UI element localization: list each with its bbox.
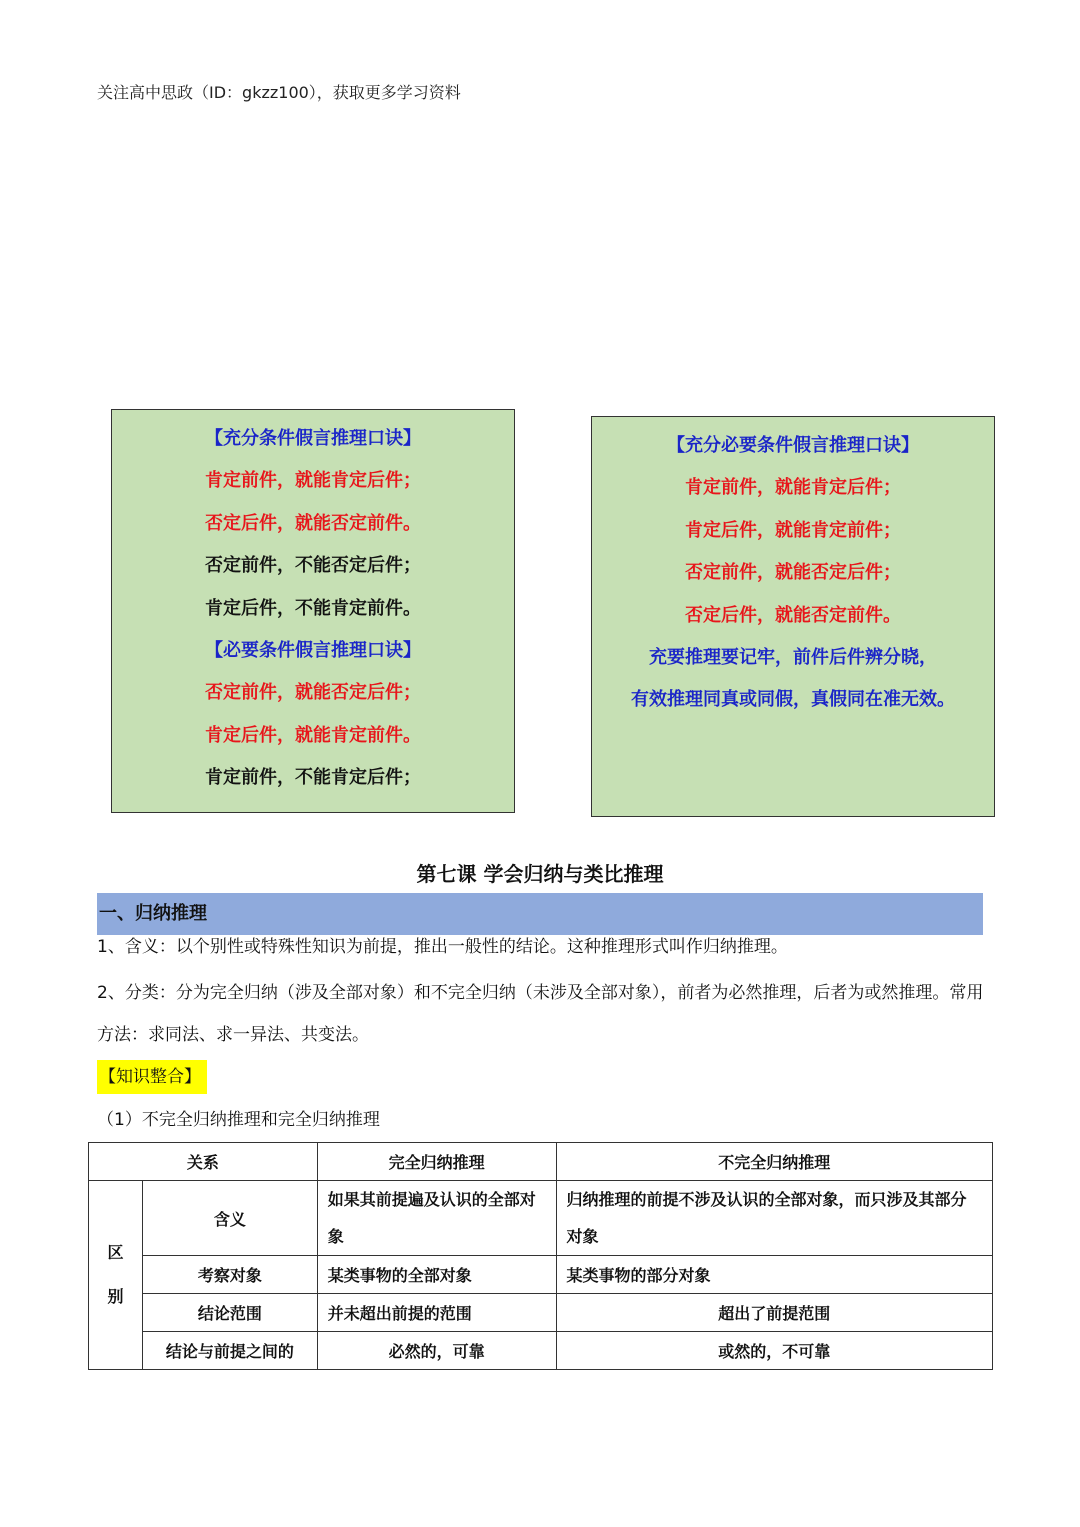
- cell-complete: 必然的，可靠: [317, 1332, 556, 1370]
- group-label: 区别: [89, 1181, 143, 1370]
- cell-complete: 并未超出前提的范围: [317, 1294, 556, 1332]
- mnemonic-line: 肯定前件，就能肯定后件；: [205, 470, 421, 492]
- table-row: [89, 1332, 993, 1370]
- cell-complete: 如果其前提遍及认识的全部对象: [317, 1181, 556, 1256]
- definition-paragraph: 1、含义：以个别性或特殊性知识为前提，推出一般性的结论。这种推理形式叫作归纳推理。: [97, 937, 788, 957]
- sufficient-necessary-mnemonic-box: [591, 416, 995, 817]
- mnemonic-line: 肯定后件，就能肯定前件；: [685, 519, 901, 541]
- section-heading: 一、归纳推理: [97, 893, 983, 935]
- row-label: 结论与前提之间的: [142, 1332, 317, 1370]
- table-row: [89, 1256, 993, 1294]
- mnemonic-line: 【必要条件假言推理口诀】: [205, 639, 421, 661]
- cell-incomplete: 超出了前提范围: [556, 1294, 993, 1332]
- mnemonic-line: 肯定前件，就能肯定后件；: [685, 477, 901, 499]
- mnemonic-line: 否定后件，就能否定前件。: [205, 512, 421, 534]
- mnemonic-line: 否定后件，就能否定前件。: [685, 604, 901, 626]
- classification-paragraph: 2、分类：分为完全归纳（涉及全部对象）和不完全归纳（未涉及全部对象），前者为必然推理，后者为或然推理。常用方法：求同法、求一异法、共变法。: [97, 983, 984, 1045]
- cell-complete: 某类事物的全部对象: [317, 1256, 556, 1294]
- header-relation: 关系: [89, 1143, 318, 1181]
- row-label: 考察对象: [142, 1256, 317, 1294]
- mnemonic-line: 有效推理同真或同假，真假同在准无效。: [631, 689, 955, 711]
- mnemonic-line: 否定前件，就能否定后件；: [685, 562, 901, 584]
- mnemonic-line: 否定前件，不能否定后件；: [205, 555, 421, 577]
- mnemonic-line: 【充分必要条件假言推理口诀】: [667, 435, 919, 456]
- header-complete: 完全归纳推理: [317, 1143, 556, 1181]
- sufficient-condition-mnemonic-box: [111, 409, 515, 813]
- header-incomplete: 不完全归纳推理: [556, 1143, 993, 1181]
- header-note: 关注高中思政（ID：gkzz100），获取更多学习资料: [97, 83, 461, 102]
- table-row: [89, 1181, 993, 1256]
- mnemonic-line: 【充分条件假言推理口诀】: [205, 428, 421, 449]
- mnemonic-line: 肯定前件，不能肯定后件；: [205, 767, 421, 789]
- cell-incomplete: 或然的，不可靠: [556, 1332, 993, 1370]
- comparison-table: [88, 1142, 993, 1370]
- lesson-title: 第七课 学会归纳与类比推理: [416, 862, 664, 886]
- mnemonic-line: 肯定后件，就能肯定前件。: [205, 724, 421, 746]
- mnemonic-line: 充要推理要记牢，前件后件辨分晓，: [649, 646, 937, 668]
- cell-incomplete: 归纳推理的前提不涉及认识的全部对象，而只涉及其部分对象: [556, 1181, 993, 1256]
- row-label: 含义: [142, 1181, 317, 1256]
- mnemonic-line: 否定前件，就能否定后件；: [205, 682, 421, 704]
- knowledge-integration-tag: 【知识整合】: [97, 1060, 207, 1094]
- table-header-row: [89, 1143, 993, 1181]
- table-title: （1）不完全归纳推理和完全归纳推理: [97, 1110, 380, 1130]
- mnemonic-line: 肯定后件，不能肯定前件。: [205, 597, 421, 619]
- table-row: [89, 1294, 993, 1332]
- row-label: 结论范围: [142, 1294, 317, 1332]
- cell-incomplete: 某类事物的部分对象: [556, 1256, 993, 1294]
